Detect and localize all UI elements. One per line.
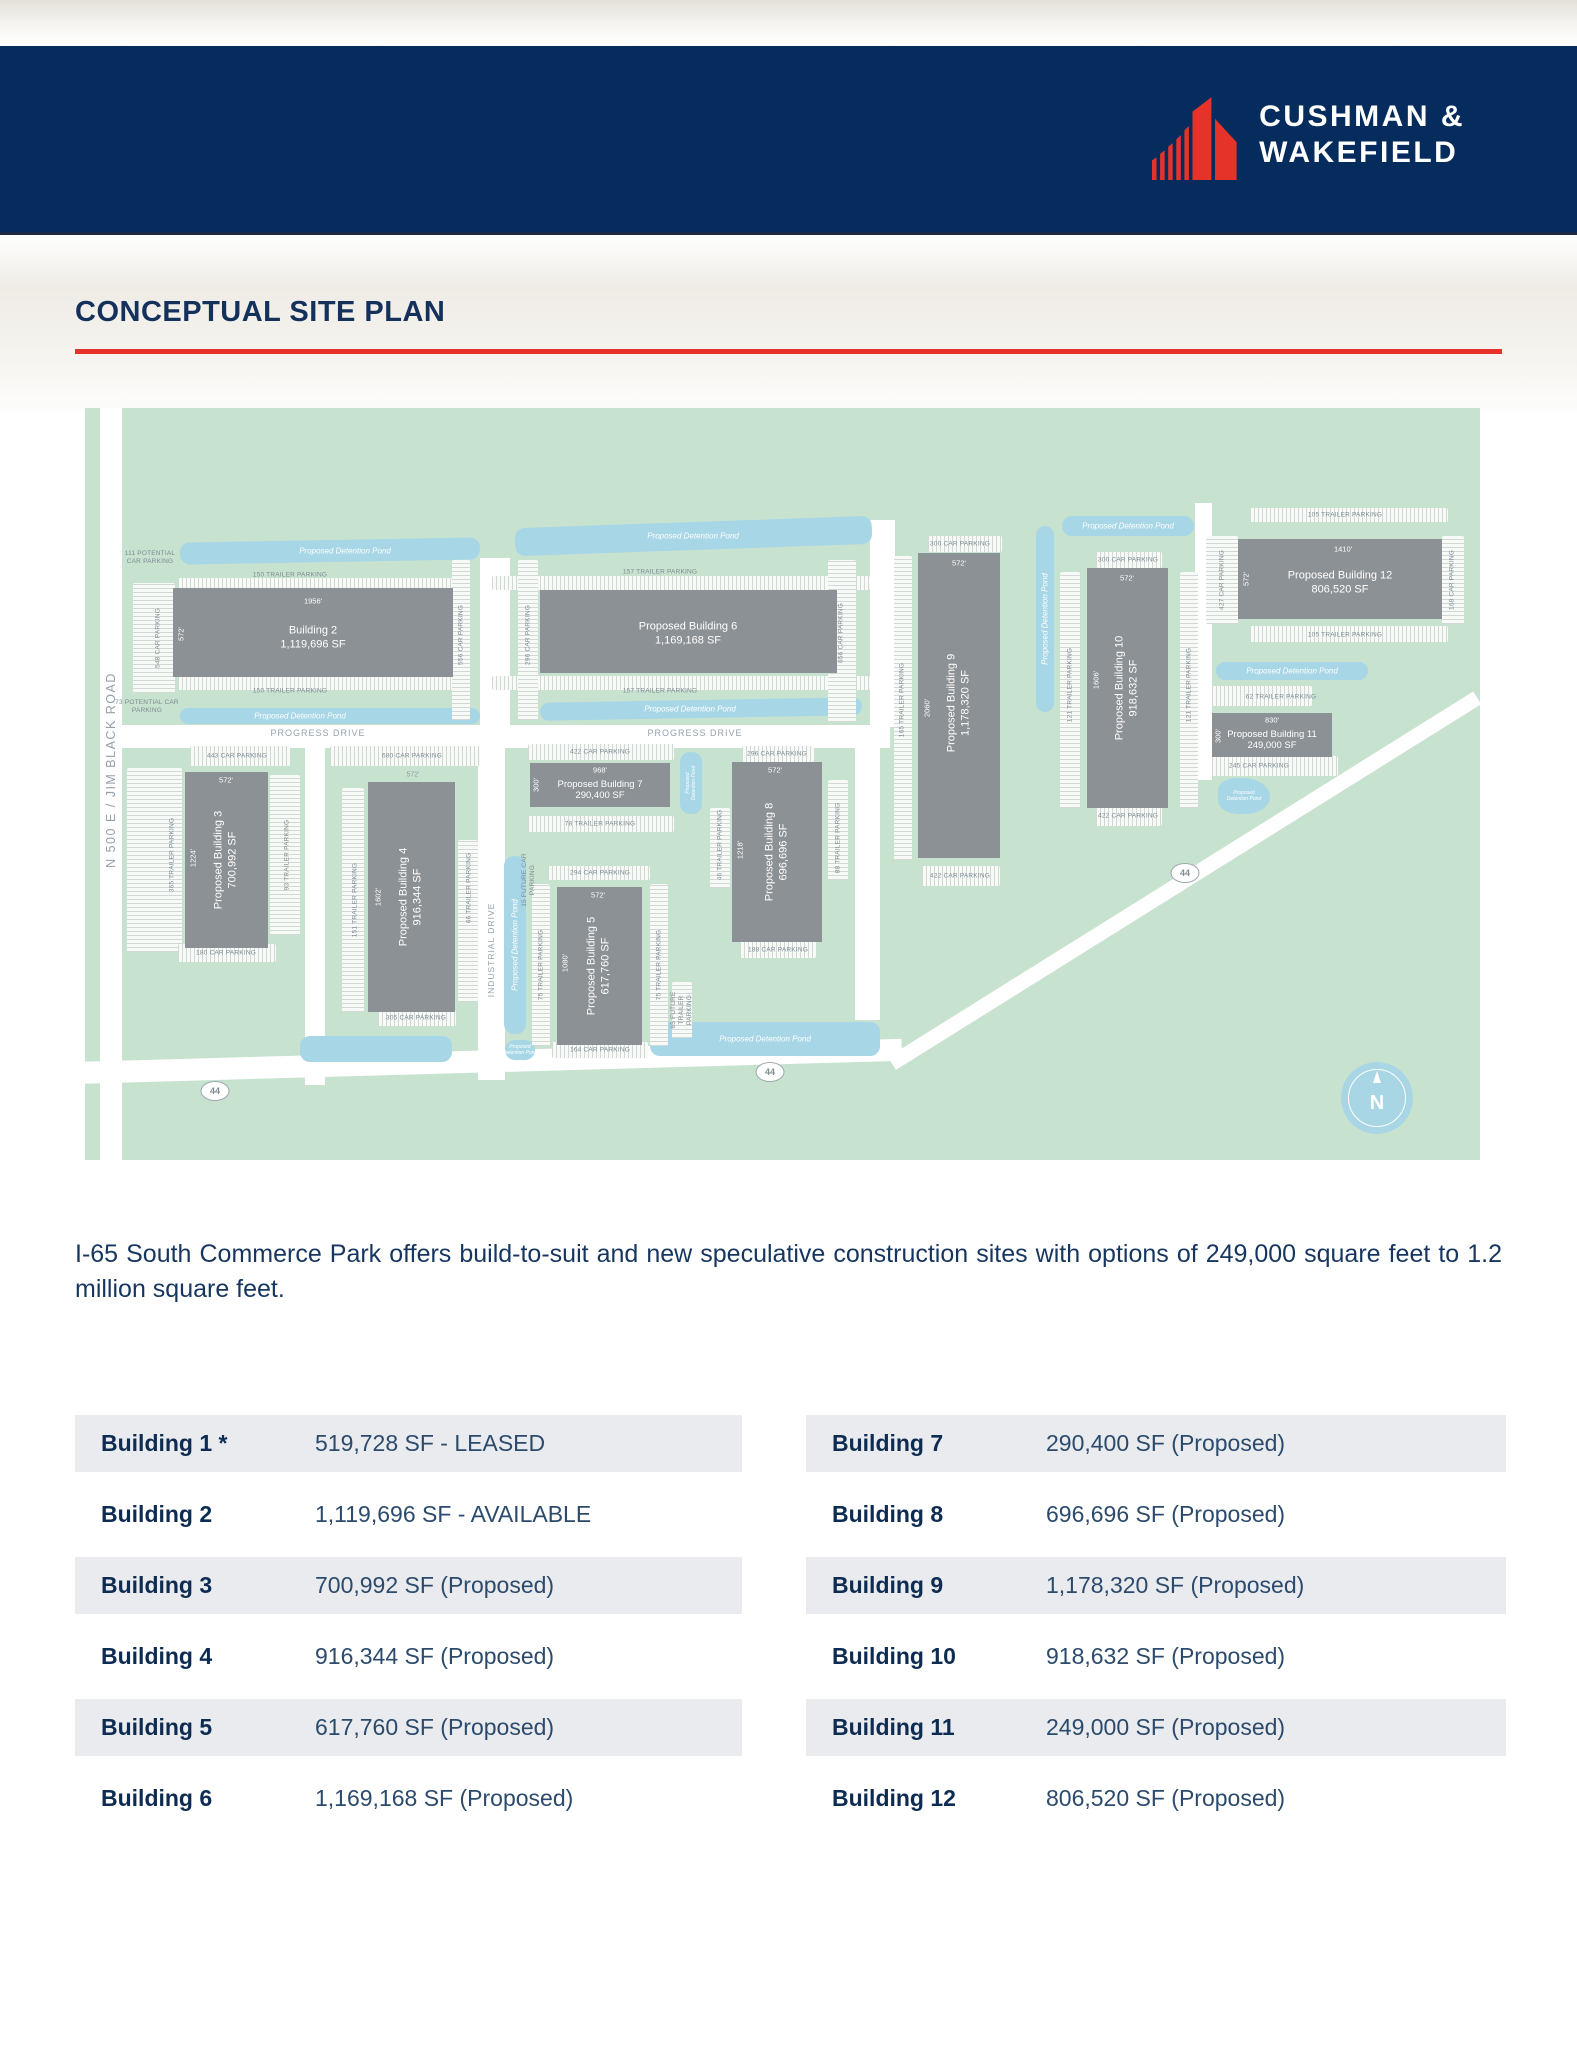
- building-sf: 617,760 SF (Proposed): [315, 1714, 555, 1740]
- building-sf: 696,696 SF (Proposed): [1046, 1501, 1286, 1527]
- building-7-label: Proposed Building 7 290,400 SF: [557, 779, 643, 801]
- building-2: [173, 588, 453, 677]
- building-8-length: 1218': [735, 840, 745, 860]
- cushman-wakefield-logo: [1151, 90, 1465, 180]
- north-compass: [1341, 1062, 1413, 1134]
- parking-label: 150 TRAILER PARKING: [252, 687, 328, 695]
- parking-label: 548 CAR PARKING: [154, 608, 162, 668]
- parking-label: 93 TRAILER PARKING: [283, 819, 291, 891]
- parking-label: 443 CAR PARKING: [207, 752, 267, 760]
- building-8-label: Proposed Building 8 696,696 SF: [763, 802, 789, 902]
- page-title: CONCEPTUAL SITE PLAN: [75, 296, 446, 328]
- route-44-shield: 44: [756, 1062, 785, 1082]
- building-sf: 519,728 SF - LEASED: [315, 1430, 546, 1456]
- building-4-label: Proposed Building 4 916,344 SF: [397, 847, 423, 947]
- road-connector-b3-b4: [305, 748, 325, 1085]
- building-3: [185, 772, 268, 948]
- table-row: [806, 1699, 1506, 1756]
- building-table: [75, 1415, 1506, 1841]
- building-10-length: 1606': [1091, 670, 1101, 690]
- building-name: Building 1 *: [101, 1430, 228, 1456]
- building-name: Building 5: [101, 1714, 213, 1740]
- building-2-length: 1956': [303, 596, 323, 606]
- parking-label: 296 CAR PARKING: [524, 605, 532, 665]
- logo-line-2: WAKEFIELD: [1259, 136, 1459, 169]
- parking-label: 78 TRAILER PARKING: [564, 820, 636, 828]
- pond-label: Proposed Detention Pond: [1082, 521, 1174, 531]
- road-label-industrial-drive: INDUSTRIAL DRIVE: [486, 902, 496, 998]
- parking-label: 245 CAR PARKING: [1229, 762, 1289, 770]
- parking-label: 656 CAR PARKING: [837, 603, 845, 663]
- parking-label: 150 TRAILER PARKING: [252, 571, 328, 579]
- building-5-length: 1080': [560, 953, 570, 973]
- parking-label: 300 CAR PARKING: [1098, 556, 1158, 564]
- pond-label: Proposed Detention Pond: [254, 711, 346, 721]
- road-progress-drive: [100, 725, 890, 748]
- building-6: [540, 590, 837, 673]
- route-44-shield: 44: [1171, 863, 1200, 883]
- table-column-left: [75, 1415, 742, 1841]
- parking-strip: [492, 576, 870, 590]
- building-sf: 1,119,696 SF - AVAILABLE: [315, 1501, 592, 1527]
- table-row: [806, 1770, 1506, 1827]
- pond-label: Proposed Detention Pond: [647, 531, 739, 541]
- parking-label: 157 TRAILER PARKING: [622, 568, 698, 576]
- building-11-label: Proposed Building 11 249,000 SF: [1227, 729, 1317, 751]
- parking-label: 46 TRAILER PARKING: [716, 809, 724, 881]
- parking-label: 680 CAR PARKING: [382, 752, 442, 760]
- building-12-length: 1410': [1333, 544, 1353, 554]
- building-sf: 1,178,320 SF (Proposed): [1046, 1572, 1305, 1598]
- building-8: [732, 762, 822, 942]
- building-4-width-label: 572': [406, 771, 420, 779]
- road-label-jim-black: N 500 E / JIM BLACK ROAD: [104, 672, 118, 868]
- building-name: Building 8: [832, 1501, 944, 1527]
- parking-label: 427 CAR PARKING: [1218, 550, 1226, 610]
- building-12: [1238, 539, 1442, 619]
- building-10: [1087, 568, 1168, 808]
- route-44-shield: 44: [201, 1081, 230, 1101]
- table-column-right: [806, 1415, 1506, 1841]
- parking-label: 556 CAR PARKING: [457, 605, 465, 665]
- parking-label: 105 TRAILER PARKING: [1307, 631, 1383, 639]
- pond-label: Proposed Detention Pond: [299, 546, 391, 556]
- building-sf: 700,992 SF (Proposed): [315, 1572, 555, 1598]
- pond-label: Proposed Detention Pond: [644, 704, 736, 714]
- building-5-label: Proposed Building 5 617,760 SF: [585, 916, 611, 1016]
- building-name: Building 3: [101, 1572, 213, 1598]
- parking-label: 180 CAR PARKING: [196, 949, 256, 957]
- building-3-width: 572': [219, 775, 233, 785]
- building-7-width: 300': [531, 778, 541, 792]
- pond-label: Proposed Detention Pond: [1246, 666, 1338, 676]
- parking-label: 422 CAR PARKING: [570, 748, 630, 756]
- building-12-width: 572': [1241, 572, 1251, 586]
- table-row: [806, 1557, 1506, 1614]
- building-name: Building 7: [832, 1430, 944, 1456]
- building-name: Building 11: [832, 1714, 955, 1740]
- parking-label: 88 TRAILER PARKING: [834, 802, 842, 874]
- building-2-width: 572': [176, 627, 186, 641]
- building-sf: 1,169,168 SF (Proposed): [315, 1785, 574, 1811]
- building-3-label: Proposed Building 3 700,992 SF: [212, 810, 238, 910]
- table-row: [806, 1415, 1506, 1472]
- building-4-length: 1602': [373, 887, 383, 907]
- road-connector-b8-b9: [855, 748, 880, 1020]
- building-sf: 249,000 SF (Proposed): [1046, 1714, 1286, 1740]
- building-5-width: 572': [591, 890, 605, 900]
- building-11: [1212, 713, 1332, 757]
- building-9-label: Proposed Building 9 1,178,320 SF: [945, 653, 971, 753]
- intro-paragraph: I-65 South Commerce Park offers build-to-suit and new speculative construction sites with options of 249,000 square feet to 1.2 million square feet.: [75, 1240, 1502, 1303]
- building-sf: 806,520 SF (Proposed): [1046, 1785, 1286, 1811]
- top-gradient-strip: [0, 0, 1577, 46]
- parking-label: 75 TRAILER PARKING: [537, 929, 545, 1001]
- cw-building-bars-icon: [1151, 90, 1243, 180]
- building-sf: 290,400 SF (Proposed): [1046, 1430, 1286, 1456]
- parking-label: 164 CAR PARKING: [570, 1046, 630, 1054]
- building-name: Building 12: [832, 1785, 956, 1811]
- building-sf: 916,344 SF (Proposed): [315, 1643, 555, 1669]
- title-underline: [75, 349, 1502, 354]
- table-row: [75, 1770, 742, 1827]
- parking-label: 151 TRAILER PARKING: [351, 862, 359, 938]
- parking-label: 111 POTENTIAL CAR PARKING: [124, 550, 176, 565]
- parking-label: 75 TRAILER PARKING: [655, 929, 663, 1001]
- building-5: [557, 887, 642, 1045]
- parking-label: 65 FUTURE TRAILER PARKING: [670, 991, 693, 1029]
- building-7: [530, 763, 670, 807]
- parking-label: 121 TRAILER PARKING: [1185, 647, 1193, 723]
- building-name: Building 9: [832, 1572, 944, 1598]
- parking-label: 62 TRAILER PARKING: [1245, 693, 1317, 701]
- parking-label: 168 CAR PARKING: [1448, 550, 1456, 610]
- building-4: [368, 782, 455, 1012]
- building-8-width: 572': [768, 765, 782, 775]
- compass-needle-icon: [1373, 1071, 1381, 1083]
- building-9-length: 2060': [922, 698, 932, 718]
- pond-label: Proposed Detention Pond: [719, 1034, 811, 1044]
- table-row: [806, 1486, 1506, 1543]
- building-3-length: 1224': [188, 848, 198, 868]
- table-row: [75, 1699, 742, 1756]
- parking-label: 294 CAR PARKING: [570, 869, 630, 877]
- logo-line-1: CUSHMAN &: [1259, 100, 1465, 133]
- parking-label: 121 TRAILER PARKING: [1066, 647, 1074, 723]
- building-name: Building 2: [101, 1501, 213, 1527]
- parking-label: 305 CAR PARKING: [386, 1014, 446, 1022]
- road-label-progress-drive: PROGRESS DRIVE: [647, 728, 743, 738]
- table-row: [75, 1415, 742, 1472]
- building-11-width: 300': [1213, 729, 1223, 743]
- site-plan-map: [72, 408, 1480, 1160]
- pond-label: Proposed Detention Pond: [685, 765, 697, 801]
- parking-label: 157 TRAILER PARKING: [622, 687, 698, 695]
- pond-label: Proposed Detention Pond: [1040, 573, 1050, 665]
- building-9-width: 572': [952, 558, 966, 568]
- building-9: [918, 553, 1000, 858]
- pond-label: Proposed Detention Pond: [502, 1044, 538, 1056]
- logo-wordmark: [1259, 99, 1465, 171]
- parking-label: 73 POTENTIAL CAR PARKING: [115, 699, 179, 714]
- table-row: [806, 1628, 1506, 1685]
- building-6-label: Proposed Building 6 1,169,168 SF: [638, 620, 738, 646]
- parking-label: 296 CAR PARKING: [747, 750, 807, 758]
- compass-north-letter: N: [1369, 1091, 1385, 1114]
- table-row: [75, 1628, 742, 1685]
- header-band: [0, 46, 1577, 235]
- parking-label: 66 TRAILER PARKING: [465, 852, 473, 924]
- parking-label: 165 TRAILER PARKING: [898, 662, 906, 738]
- parking-label: 422 CAR PARKING: [930, 872, 990, 880]
- table-row: [75, 1557, 742, 1614]
- building-name: Building 10: [832, 1643, 956, 1669]
- building-10-label: Proposed Building 10 918,632 SF: [1113, 635, 1139, 741]
- pond-label: Proposed Detention Pond: [510, 899, 520, 991]
- building-sf: 918,632 SF (Proposed): [1046, 1643, 1286, 1669]
- building-7-length: 968': [593, 765, 607, 775]
- building-2-label: Building 2 1,119,696 SF: [280, 624, 346, 650]
- parking-label: 300 CAR PARKING: [930, 540, 990, 548]
- building-11-length: 830': [1265, 715, 1279, 725]
- parking-label: 105 TRAILER PARKING: [1307, 511, 1383, 519]
- road-label-progress-drive: PROGRESS DRIVE: [270, 728, 366, 738]
- building-12-label: Proposed Building 12 806,520 SF: [1287, 569, 1393, 595]
- parking-label: 365 TRAILER PARKING: [168, 817, 176, 893]
- detention-pond: [300, 1036, 452, 1062]
- pond-label: Proposed Detention Pond: [1226, 790, 1262, 802]
- building-10-width: 572': [1120, 573, 1134, 583]
- building-name: Building 4: [101, 1643, 213, 1669]
- building-name: Building 6: [101, 1785, 213, 1811]
- parking-label: 422 CAR PARKING: [1098, 812, 1158, 820]
- table-row: [75, 1486, 742, 1543]
- road-connector-b6-b9: [870, 520, 895, 727]
- parking-label: 15 FUTURE CAR PARKING: [521, 853, 536, 907]
- parking-label: 188 CAR PARKING: [748, 946, 808, 954]
